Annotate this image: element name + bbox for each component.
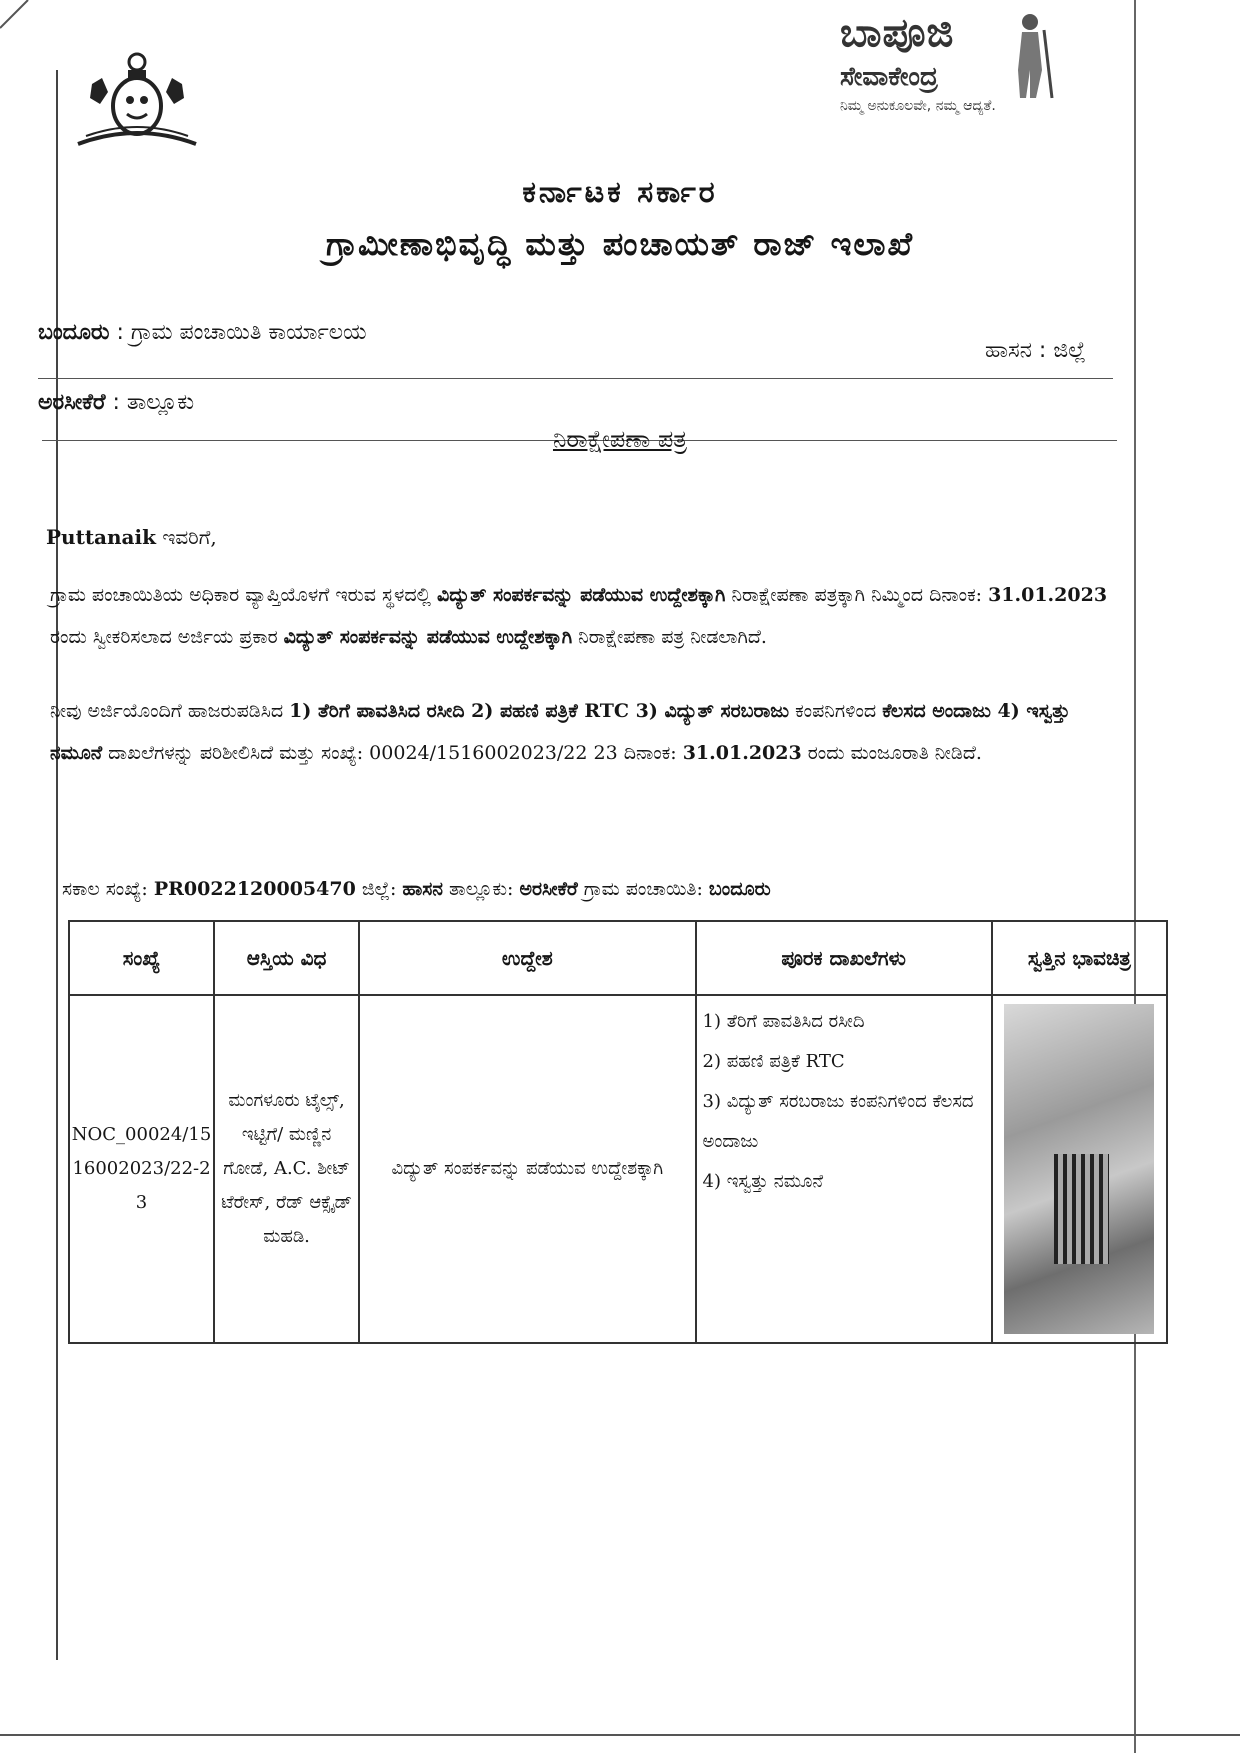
p1-text-4: ನಿರಾಕ್ಷೇಪಣಾ ಪತ್ರ ನೀಡಲಾಗಿದೆ.: [572, 626, 767, 648]
divider: [38, 378, 1113, 379]
sakala-label: ಸಕಾಲ ಸಂಖ್ಯೆ:: [62, 878, 154, 900]
p1-bold-1: ವಿದ್ಯುತ್ ಸಂಪರ್ಕವನ್ನು ಪಡೆಯುವ ಉದ್ದೇಶಕ್ಕಾಗಿ: [437, 584, 726, 606]
p2-date: 31.01.2023: [682, 742, 802, 764]
district-label: ಜಿಲ್ಲೆ:: [355, 878, 403, 900]
cell-purpose: ವಿದ್ಯುತ್ ಸಂಪರ್ಕವನ್ನು ಪಡೆಯುವ ಉದ್ದೇಶಕ್ಕಾಗಿ: [359, 995, 695, 1343]
corner-fold-mark: [0, 0, 34, 34]
logo-subtitle: ಸೇವಾಕೇಂದ್ರ: [840, 62, 938, 92]
p1-bold-2: ವಿದ್ಯುತ್ ಸಂಪರ್ಕವನ್ನು ಪಡೆಯುವ ಉದ್ದೇಶಕ್ಕಾಗಿ: [283, 626, 573, 648]
paragraph-2: [50, 690, 1110, 774]
recipient-name: Puttanaik: [46, 525, 156, 549]
taluk-line: [38, 390, 194, 415]
document-item: 4) ಇಸ್ವತ್ತು ನಮೂನೆ: [702, 1171, 824, 1192]
p1-date: 31.01.2023: [988, 584, 1108, 606]
gp-label: ಗ್ರಾಮ ಪಂಚಾಯಿತಿ:: [577, 878, 709, 900]
office-line: [38, 320, 367, 345]
p1-text-2: ನಿರಾಕ್ಷೇಪಣಾ ಪತ್ರಕ್ಕಾಗಿ ನಿಮ್ಮಿಂದ ದಿನಾಂಕ:: [725, 584, 989, 606]
header-documents: ಪೂರಕ ದಾಖಲೆಗಳು: [696, 921, 992, 995]
header-number: ಸಂಖ್ಯೆ: [69, 921, 214, 995]
header-purpose: ಉದ್ದೇಶ: [359, 921, 695, 995]
cell-property-type: ಮಂಗಳೂರು ಟೈಲ್ಸ್, ಇಟ್ಟಿಗೆ/ ಮಣ್ಣಿನ ಗೋಡೆ, A.C. ಶೀಟ್ ಟೆರೇಸ್, ರೆಡ್ ಆಕ್ಸೈಡ್ ಮಹಡಿ.: [214, 995, 359, 1343]
government-title: ಕರ್ನಾಟಕ ಸರ್ಕಾರ: [522, 175, 718, 210]
property-photo: [1004, 1004, 1154, 1334]
document-item: 3) ವಿದ್ಯುತ್ ಸರಬರಾಜು ಕಂಪನಿಗಳಿಂದ ಕೆಲಸದ ಅಂದಾಜು: [702, 1091, 974, 1152]
p1-text-1: ಗ್ರಾಮ ಪಂಚಾಯಿತಿಯ ಅಧಿಕಾರ ವ್ಯಾಪ್ತಿಯೊಳಗೆ ಇರುವ ಸ್ಥಳದಲ್ಲಿ: [50, 584, 437, 606]
logo-tagline: ನಿಮ್ಮ ಅನುಕೂಲವೇ, ನಮ್ಮ ಆದ್ಯತೆ.: [840, 98, 996, 114]
header-photo: ಸ್ವತ್ತಿನ ಭಾವಚಿತ್ರ: [992, 921, 1167, 995]
salutation: [46, 525, 217, 549]
table-row: [69, 995, 1167, 1343]
cell-documents: [696, 995, 992, 1343]
header-property-type: ಆಸ್ತಿಯ ವಿಧ: [214, 921, 359, 995]
taluk-value: ಅರಸೀಕೆರೆ: [519, 878, 578, 900]
gp-value: ಬಂದೂರು: [708, 878, 771, 900]
karnataka-emblem-icon: [72, 48, 202, 152]
sakala-number: PR0022120005470: [153, 878, 356, 900]
taluk-label-2: ತಾಲ್ಲೂಕು:: [442, 878, 520, 900]
noc-table: [68, 920, 1168, 1344]
document-item: 1) ತೆರಿಗೆ ಪಾವತಿಸಿದ ರಸೀದಿ: [702, 1011, 865, 1032]
taluk-label: : ತಾಲ್ಲೂಕು: [105, 390, 195, 415]
paragraph-1: [50, 574, 1110, 658]
p2-bold-2: ಕೆಲಸದ ಅಂದಾಜು 4) ಇಸ್ವತ್ತು ನಮೂನೆ: [50, 700, 1070, 764]
p2-text-4: ರಂದು ಮಂಜೂರಾತಿ ನೀಡಿದೆ.: [801, 742, 982, 764]
p2-text-1: ನೀವು ಅರ್ಜಿಯೊಂದಿಗೆ ಹಾಜರುಪಡಿಸಿದ: [50, 700, 290, 722]
district-value: ಹಾಸನ: [402, 878, 443, 900]
village-label: : ಗ್ರಾಮ ಪಂಚಾಯಿತಿ ಕಾರ್ಯಾಲಯ: [109, 320, 367, 345]
p2-text-2: ಕಂಪನಿಗಳಿಂದ: [789, 700, 883, 722]
sakala-line: [62, 878, 771, 900]
cell-number: NOC_00024/1516002023/22-23: [69, 995, 214, 1343]
table-header-row: [69, 921, 1167, 995]
p1-text-3: ರಂದು ಸ್ವೀಕರಿಸಲಾದ ಅರ್ಜಿಯ ಪ್ರಕಾರ: [50, 626, 284, 648]
gandhi-figure-icon: [1000, 10, 1060, 100]
page-border-bottom: [0, 1734, 1240, 1736]
page-border-left: [56, 70, 58, 1660]
bapuji-seva-kendra-logo: [840, 10, 1060, 120]
document-item: 2) ಪಹಣಿ ಪತ್ರಿಕೆ RTC: [702, 1051, 845, 1072]
p2-text-3: ದಾಖಲೆಗಳನ್ನು ಪರಿಶೀಲಿಸಿದೆ ಮತ್ತು ಸಂಖ್ಯೆ: 00024/1516002023/22 23 ದಿನಾಂಕ:: [102, 742, 683, 764]
cell-photo: [992, 995, 1167, 1343]
district-line: ಹಾಸನ : ಜಿಲ್ಲೆ: [985, 338, 1086, 363]
taluk-name: ಅರಸೀಕೆರೆ: [38, 390, 106, 415]
document-title: ನಿರಾಕ್ಷೇಪಣಾ ಪತ್ರ: [552, 425, 687, 453]
village-name: ಬಂದೂರು: [38, 320, 110, 345]
logo-title: ಬಾಪೂಜಿ: [840, 10, 955, 56]
salutation-suffix: ಇವರಿಗೆ,: [155, 525, 217, 549]
photo-gate-detail: [1054, 1154, 1109, 1264]
department-title: ಗ್ರಾಮೀಣಾಭಿವೃದ್ಧಿ ಮತ್ತು ಪಂಚಾಯತ್ ರಾಜ್ ಇಲಾಖೆ: [325, 225, 915, 263]
p2-bold-1: 1) ತೆರಿಗೆ ಪಾವತಿಸಿದ ರಸೀದಿ 2) ಪಹಣಿ ಪತ್ರಿಕೆ RTC 3) ವಿದ್ಯುತ್ ಸರಬರಾಜು: [289, 700, 790, 722]
